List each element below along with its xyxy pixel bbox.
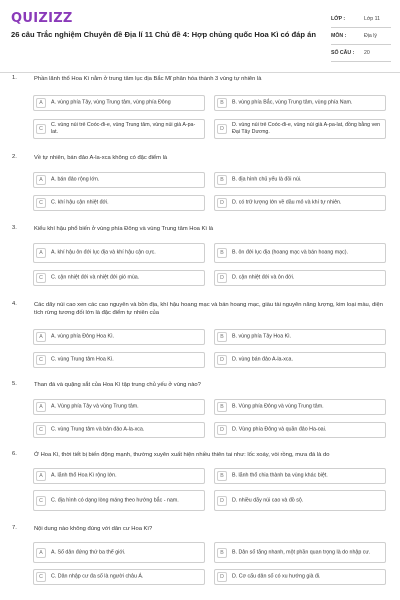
option-text: D. có trữ lượng lớn về dầu mỏ và khí tự nhiên. bbox=[232, 199, 342, 206]
option-text: A. khí hậu ôn đới lục địa và khí hậu cận cực. bbox=[51, 249, 156, 256]
option-text: A. lãnh thổ Hoa Kì rộng lớn. bbox=[51, 472, 117, 479]
option-letter: B bbox=[217, 98, 227, 108]
option-text: C. vùng Trung tâm và bán đảo A-la-xca. bbox=[51, 426, 145, 433]
option-d[interactable] bbox=[214, 490, 386, 511]
option-b[interactable] bbox=[214, 399, 386, 415]
option-letter: D bbox=[217, 124, 227, 134]
option-text: B. địa hình chủ yếu là đồi núi. bbox=[232, 176, 302, 183]
option-a[interactable] bbox=[33, 329, 205, 345]
meta-label: LỚP : bbox=[331, 16, 346, 22]
option-b[interactable] bbox=[214, 329, 386, 345]
option-text: B. vùng phía Tây Hoa Kì. bbox=[232, 333, 292, 340]
meta-value: Địa lý bbox=[364, 33, 377, 39]
question-number: 6. bbox=[12, 451, 17, 457]
option-letter: C bbox=[36, 355, 46, 365]
option-text: D. vùng núi trẻ Coóc-đi-e, vùng núi già A-pa-lat, đồng bằng ven Đại Tây Dương. bbox=[232, 122, 381, 135]
meta-panel bbox=[331, 13, 391, 64]
option-letter: B bbox=[217, 248, 227, 258]
option-letter: C bbox=[36, 572, 46, 582]
option-c[interactable] bbox=[33, 422, 205, 438]
question-text: Than đá và quặng sắt của Hoa Kì tập trung chủ yếu ở vùng nào? bbox=[34, 382, 201, 388]
option-text: C. vùng Trung tâm Hoa Kì. bbox=[51, 356, 114, 363]
option-a[interactable] bbox=[33, 399, 205, 415]
option-letter: C bbox=[36, 273, 46, 283]
option-letter: A bbox=[36, 332, 46, 342]
option-d[interactable] bbox=[214, 422, 386, 438]
option-letter: A bbox=[36, 98, 46, 108]
option-text: D. nhiều dãy núi cao và đồ sộ. bbox=[232, 497, 304, 503]
option-letter: C bbox=[36, 425, 46, 435]
header-divider bbox=[0, 72, 400, 73]
question-number: 7. bbox=[12, 525, 17, 531]
option-d[interactable] bbox=[214, 195, 386, 211]
option-text: C. vùng núi trẻ Coóc-đi-e, vùng Trung tâm, vùng núi già A-pa-lat. bbox=[51, 122, 196, 135]
meta-row-count bbox=[331, 47, 391, 62]
option-letter: D bbox=[217, 355, 227, 365]
option-letter: B bbox=[217, 332, 227, 342]
option-text: A. Số dân đứng thứ ba thế giới. bbox=[51, 549, 126, 555]
option-a[interactable] bbox=[33, 542, 205, 563]
option-text: D. Vùng phía Đông và quần đảo Ha-oai. bbox=[232, 426, 327, 433]
option-c[interactable] bbox=[33, 569, 205, 585]
option-text: A. vùng phía Đông Hoa Kì. bbox=[51, 333, 115, 340]
option-letter: A bbox=[36, 402, 46, 412]
option-letter: B bbox=[217, 548, 227, 558]
option-text: A. Vùng phía Tây và vùng Trung tâm. bbox=[51, 403, 139, 410]
option-text: B. Vùng phía Đông và vùng Trung tâm. bbox=[232, 403, 324, 410]
option-letter: B bbox=[217, 402, 227, 412]
option-text: C. địa hình có dạng lòng máng theo hướng bắc - nam. bbox=[51, 497, 179, 503]
question-number: 2. bbox=[12, 154, 17, 160]
option-text: C. Dân nhập cư đa số là người châu Á. bbox=[51, 573, 144, 580]
option-d[interactable] bbox=[214, 352, 386, 368]
option-a[interactable] bbox=[33, 468, 205, 484]
option-text: B. ôn đới lục địa (hoang mạc và bán hoang mạc). bbox=[232, 249, 348, 256]
question-text: Phần lãnh thổ Hoa Kì nằm ở trung tâm lục địa Bắc Mĩ phân hóa thành 3 vùng tự nhiên là bbox=[34, 76, 262, 82]
option-letter: D bbox=[217, 572, 227, 582]
option-text: C. khí hậu cận nhiệt đới. bbox=[51, 199, 109, 206]
option-letter: A bbox=[36, 248, 46, 258]
option-letter: C bbox=[36, 198, 46, 208]
option-letter: D bbox=[217, 198, 227, 208]
meta-label: SỐ CÂU : bbox=[331, 50, 355, 56]
option-d[interactable] bbox=[214, 270, 386, 286]
question-number: 3. bbox=[12, 225, 17, 231]
option-b[interactable] bbox=[214, 243, 386, 263]
option-text: B. Dân số tăng nhanh, một phần quan trọng là do nhập cư. bbox=[232, 549, 371, 555]
option-c[interactable] bbox=[33, 195, 205, 211]
option-letter: A bbox=[36, 471, 46, 481]
option-c[interactable] bbox=[33, 490, 205, 511]
option-b[interactable] bbox=[214, 468, 386, 484]
meta-value: 20 bbox=[364, 50, 370, 56]
option-text: C. cận nhiệt đới và nhiệt đới gió mùa. bbox=[51, 274, 140, 281]
document-header bbox=[0, 0, 400, 72]
option-b[interactable] bbox=[214, 95, 386, 111]
option-text: B. lãnh thổ chia thành ba vùng khác biệt. bbox=[232, 472, 328, 479]
quizizz-logo: QUIZIZZ bbox=[11, 11, 73, 26]
question-number: 5. bbox=[12, 381, 17, 387]
option-text: A. vùng phía Tây, vùng Trung tâm, vùng phía Đông bbox=[51, 99, 171, 106]
question-text: Ở Hoa Kì, thời tiết bị biến động mạnh, thường xuyên xuất hiện nhiều thiên tai như: lốc xoáy, vòi rồng, mưa đá là do bbox=[34, 452, 330, 458]
option-text: D. cận nhiệt đới và ôn đới. bbox=[232, 274, 295, 281]
option-letter: D bbox=[217, 496, 227, 506]
option-letter: D bbox=[217, 425, 227, 435]
option-letter: C bbox=[36, 124, 46, 134]
option-text: D. vùng bán đảo A-la-xca. bbox=[232, 356, 293, 363]
option-letter: C bbox=[36, 496, 46, 506]
option-a[interactable] bbox=[33, 95, 205, 111]
meta-row-class bbox=[331, 13, 391, 28]
meta-row-subject bbox=[331, 30, 391, 45]
option-letter: B bbox=[217, 175, 227, 185]
option-a[interactable] bbox=[33, 243, 205, 263]
question-text: Các dãy núi cao xen các cao nguyên và bồn địa, khí hậu hoang mạc và bán hoang mạc, giàu tài nguyên năng lượng, kim loại màu, diện tích rừng tương đối lớn là đặc điểm tự nhiên của bbox=[34, 302, 383, 317]
option-c[interactable] bbox=[33, 352, 205, 368]
option-letter: A bbox=[36, 548, 46, 558]
document-title: 26 câu Trắc nghiệm Chuyên đề Địa lí 11 Chủ đề 4: Hợp chủng quốc Hoa Kì có đáp án bbox=[11, 30, 316, 39]
meta-label: MÔN : bbox=[331, 33, 347, 39]
option-d[interactable] bbox=[214, 119, 386, 139]
option-b[interactable] bbox=[214, 542, 386, 563]
option-letter: A bbox=[36, 175, 46, 185]
question-text: Nội dung nào không đúng với dân cư Hoa Kì? bbox=[34, 526, 153, 532]
option-c[interactable] bbox=[33, 270, 205, 286]
option-a[interactable] bbox=[33, 172, 205, 188]
meta-value: Lớp 11 bbox=[364, 16, 380, 22]
question-number: 1. bbox=[12, 75, 17, 81]
option-b[interactable] bbox=[214, 172, 386, 188]
option-text: A. bán đảo rộng lớn. bbox=[51, 176, 100, 183]
question-text: Về tự nhiên, bán đảo A-la-xca không có đặc điểm là bbox=[34, 155, 168, 161]
question-number: 4. bbox=[12, 301, 17, 307]
question-text: Kiểu khí hậu phổ biến ở vùng phía Đông và vùng Trung tâm Hoa Kì là bbox=[34, 226, 214, 232]
option-c[interactable] bbox=[33, 119, 205, 139]
option-text: B. vùng phía Bắc, vùng Trung tâm, vùng phía Nam. bbox=[232, 99, 353, 106]
option-letter: D bbox=[217, 273, 227, 283]
option-letter: B bbox=[217, 471, 227, 481]
option-d[interactable] bbox=[214, 569, 386, 585]
option-text: D. Cơ cấu dân số có xu hướng già đi. bbox=[232, 573, 321, 580]
